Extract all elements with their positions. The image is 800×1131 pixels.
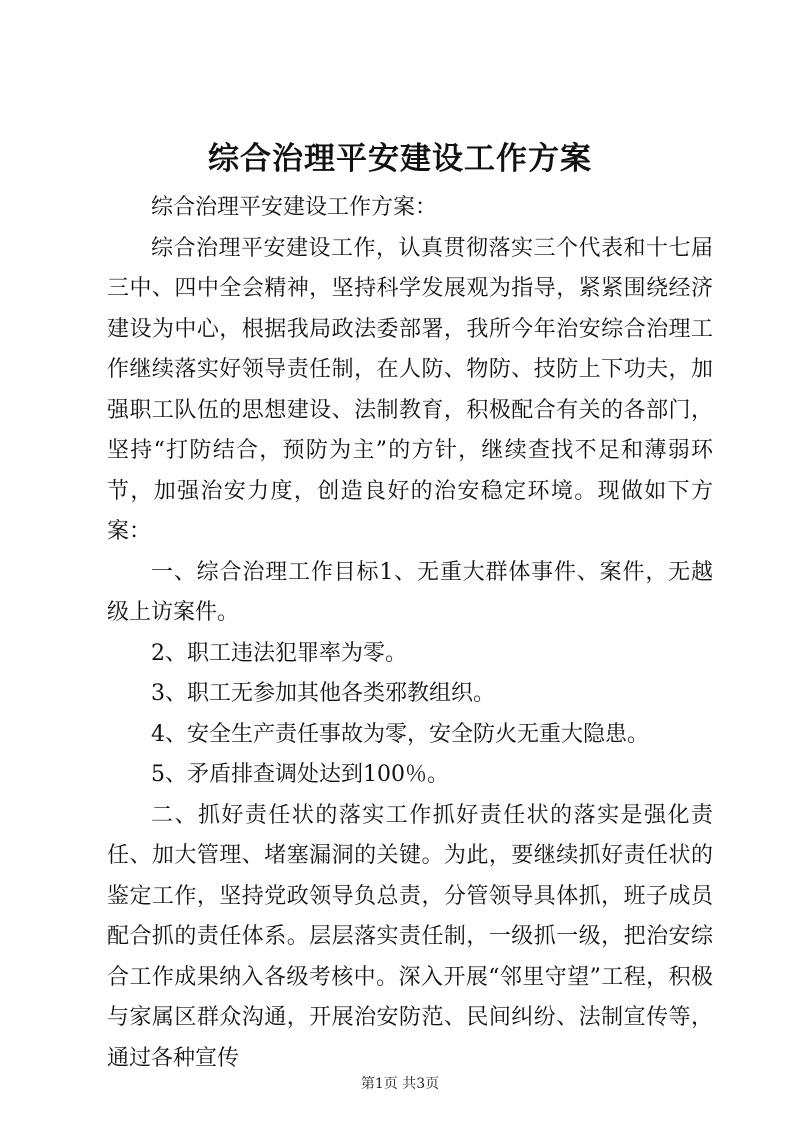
paragraph-intro: 综合治理平安建设工作，认真贯彻落实三个代表和十七届三中、四中全会精神，坚持科学发展观为指导，紧紧围绕经济建设为中心，根据我局政法委部署，我所今年治安综合治理工作继续落实好领导责任制，在人防、物防、技防上下功夫，加强职工队伍的思想建设、法制教育，积极配合有关的各部门，坚持“打防结合，预防为主”的方针，继续查找不足和薄弱环节，加强治安力度，创造良好的治安稳定环境。现做如下方案： [107, 235, 713, 544]
paragraph-heading: 综合治理平安建设工作方案： [151, 195, 438, 220]
paragraph-item-4: 4、安全生产责任事故为零，安全防火无重大隐患。 [151, 721, 649, 747]
document-body [107, 188, 713, 1079]
paragraph-item-3: 3、职工无参加其他各类邪教组织。 [151, 681, 495, 706]
page-footer: 第1页 共3页 [360, 1076, 440, 1092]
paragraph-section-one: 一、综合治理工作目标1、无重大群体事件、案件，无越级上访案件。 [107, 559, 713, 625]
paragraph-item-5: 5、矛盾排查调处达到100％。 [151, 762, 449, 787]
paragraph-section-two: 二、抓好责任状的落实工作抓好责任状的落实是强化责任、加大管理、堵塞漏洞的关键。为此，要继续抓好责任状的鉴定工作，坚持党政领导负总责，分管领导具体抓，班子成员配合抓的责任体系。层层落实责任制，一级抓一级，把治安综合工作成果纳入各级考核中。深入开展“邻里守望”工程，积极与家属区群众沟通，开展治安防范、民间纠纷、法制宣传等，通过各种宣传 [107, 802, 713, 1071]
document-title: 综合治理平安建设工作方案 [208, 141, 592, 177]
paragraph-item-2: 2、职工违法犯罪率为零。 [151, 640, 407, 666]
